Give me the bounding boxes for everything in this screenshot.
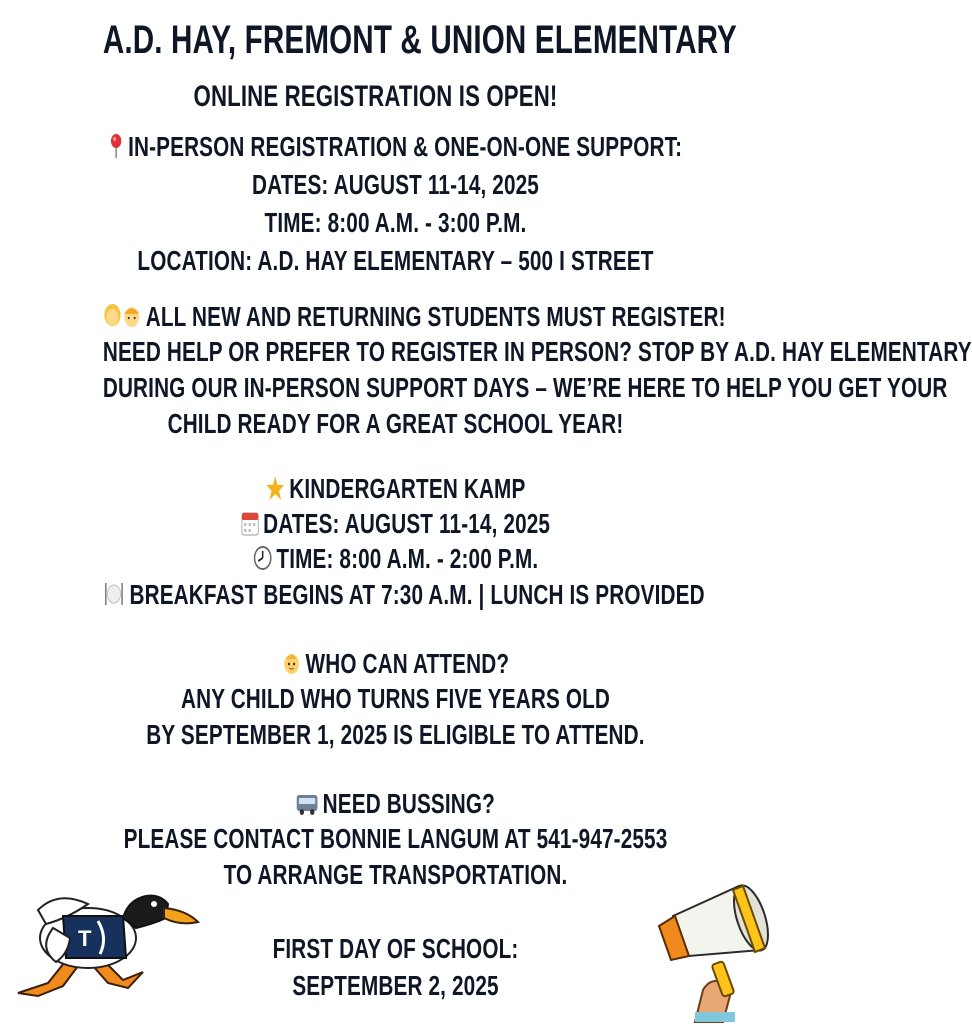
round-pushpin-icon xyxy=(109,133,124,164)
inperson-dates: DATES: AUGUST 11-14, 2025 xyxy=(252,169,539,200)
clock-icon xyxy=(253,545,272,576)
attend-line1: ANY CHILD WHO TURNS FIVE YEARS OLD xyxy=(180,683,611,714)
duck-mascot-illustration xyxy=(8,888,200,1000)
kamp-meals xyxy=(103,579,705,612)
calendar-icon xyxy=(241,510,259,541)
kamp-time xyxy=(103,545,688,576)
kamp-dates xyxy=(103,510,688,541)
registration-open-subtitle: ONLINE REGISTRATION IS OPEN! xyxy=(193,80,558,113)
all-students-line3: CHILD READY FOR A GREAT SCHOOL YEAR! xyxy=(167,408,624,439)
attend-heading xyxy=(103,650,688,681)
all-students-heading xyxy=(103,301,726,334)
bussing-heading-text: NEED BUSSING? xyxy=(322,788,495,819)
kamp-time-text: TIME: 8:00 A.M. - 2:00 P.M. xyxy=(276,543,539,574)
megaphone-illustration xyxy=(655,872,780,1022)
kamp-heading xyxy=(103,475,688,506)
all-students-line1: NEED HELP OR PREFER TO REGISTER IN PERSON? STOP BY A.D. HAY ELEMENTARY xyxy=(102,336,972,367)
kamp-heading-text: KINDERGARTEN KAMP xyxy=(289,473,526,504)
first-day-label: FIRST DAY OF SCHOOL: xyxy=(272,933,519,964)
all-students-heading-text: ALL NEW AND RETURNING STUDENTS MUST REGISTER! xyxy=(145,301,726,332)
bus-icon xyxy=(296,792,318,821)
first-day-date: SEPTEMBER 2, 2025 xyxy=(292,970,499,1001)
children-icon xyxy=(103,301,141,334)
all-students-line2: DURING OUR IN-PERSON SUPPORT DAYS – WE’RE HERE TO HELP YOU GET YOUR xyxy=(102,372,948,403)
attend-heading-text: WHO CAN ATTEND? xyxy=(305,648,510,679)
svg-text:T: T xyxy=(78,926,92,951)
inperson-heading-text: IN-PERSON REGISTRATION & ONE-ON-ONE SUPPORT: xyxy=(128,131,683,162)
bussing-line2: TO ARRANGE TRANSPORTATION. xyxy=(223,859,568,890)
star-icon xyxy=(266,475,285,506)
inperson-heading xyxy=(103,133,688,164)
page-title: A.D. HAY, FREMONT & UNION ELEMENTARY xyxy=(102,18,737,62)
bussing-heading xyxy=(103,790,688,821)
kamp-meals-text: BREAKFAST BEGINS AT 7:30 A.M. | LUNCH IS PROVIDED xyxy=(129,579,705,610)
bussing-line1: PLEASE CONTACT BONNIE LANGUM AT 541-947-2553 xyxy=(123,823,668,854)
inperson-time: TIME: 8:00 A.M. - 3:00 P.M. xyxy=(264,207,527,238)
kamp-dates-text: DATES: AUGUST 11-14, 2025 xyxy=(263,508,551,539)
attend-line2: BY SEPTEMBER 1, 2025 IS ELIGIBLE TO ATTEND. xyxy=(146,719,645,750)
inperson-location: LOCATION: A.D. HAY ELEMENTARY – 500 I STREET xyxy=(137,245,654,276)
baby-icon xyxy=(282,650,301,681)
fork-knife-icon xyxy=(103,581,125,612)
